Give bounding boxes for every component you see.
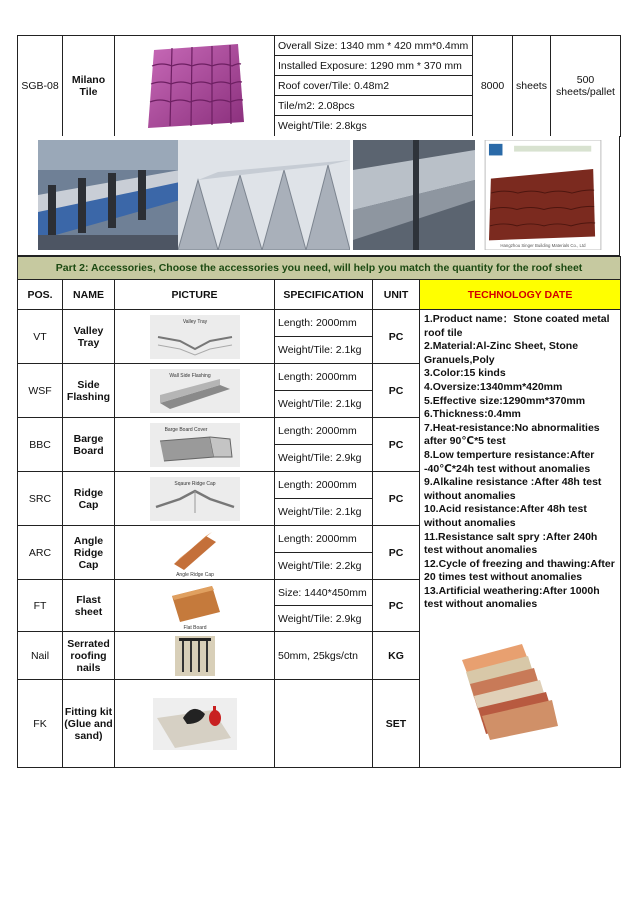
name-valley-tray: Valley Tray bbox=[63, 310, 115, 364]
picture-angle-ridge-cap bbox=[115, 526, 275, 580]
tech-line-9: 9.Alkaline resistance :After 48h test without anomalies bbox=[424, 476, 602, 502]
spec-vt-length: Length: 2000mm bbox=[275, 310, 373, 337]
product-unit: sheets bbox=[513, 36, 551, 137]
picture-fitting-kit bbox=[115, 680, 275, 768]
header-specification: SPECIFICATION bbox=[275, 280, 373, 310]
spec-nail: 50mm, 25kgs/ctn bbox=[275, 632, 373, 680]
spec-fk bbox=[275, 680, 373, 768]
ridge-cap-picture bbox=[150, 477, 240, 521]
unit-fk: SET bbox=[373, 680, 420, 768]
tech-line-1: 1.Product name：Stone coated metal roof tile bbox=[424, 313, 610, 339]
spec-installed-exposure: Installed Exposure: 1290 mm * 370 mm bbox=[275, 56, 473, 76]
side-flashing-picture bbox=[150, 369, 240, 413]
picture-ridge-cap bbox=[115, 472, 275, 526]
unit-ft: PC bbox=[373, 580, 420, 632]
name-side-flashing: Side Flashing bbox=[63, 364, 115, 418]
spec-bbc-length: Length: 2000mm bbox=[275, 418, 373, 445]
tech-line-6: 6.Thickness:0.4mm bbox=[424, 408, 521, 421]
picture-flat-sheet bbox=[115, 580, 275, 632]
barge-board-picture bbox=[150, 423, 240, 467]
factory-photo-strip bbox=[17, 136, 620, 256]
spec-arc-weight: Weight/Tile: 2.2kg bbox=[275, 553, 373, 580]
unit-wsf: PC bbox=[373, 364, 420, 418]
valley-tray-picture bbox=[150, 315, 240, 359]
flat-sheet-picture bbox=[160, 582, 230, 630]
name-angle-ridge-cap: Angle Ridge Cap bbox=[63, 526, 115, 580]
picture-side-flashing bbox=[115, 364, 275, 418]
pos-bbc: BBC bbox=[18, 418, 63, 472]
product-quantity: 8000 bbox=[473, 36, 513, 137]
roofing-nails-picture bbox=[175, 636, 215, 676]
angle-ridge-cap-label: Angle Ridge Cap bbox=[175, 571, 214, 578]
fitting-kit-picture bbox=[153, 698, 237, 750]
header-picture: PICTURE bbox=[115, 280, 275, 310]
name-flat-sheet: Flast sheet bbox=[63, 580, 115, 632]
milano-tile-picture bbox=[140, 42, 250, 130]
barge-board-label: Barge Board Cover bbox=[164, 426, 207, 433]
pos-nail: Nail bbox=[18, 632, 63, 680]
tech-line-4: 4.Oversize:1340mm*420mm bbox=[424, 380, 563, 393]
spec-src-length: Length: 2000mm bbox=[275, 472, 373, 499]
product-catalog-photo bbox=[483, 140, 603, 250]
ridge-cap-label: Sqaure Ridge Cap bbox=[173, 480, 216, 487]
tech-line-3: 3.Color:15 kinds bbox=[424, 367, 506, 380]
metal-sheets-stack-photo bbox=[353, 140, 475, 250]
unit-src: PC bbox=[373, 472, 420, 526]
unit-bbc: PC bbox=[373, 418, 420, 472]
angle-ridge-cap-picture bbox=[160, 528, 230, 578]
pos-src: SRC bbox=[18, 472, 63, 526]
spec-src-weight: Weight/Tile: 2.1kg bbox=[275, 499, 373, 526]
pos-ft: FT bbox=[18, 580, 63, 632]
corrugated-sheet-photo bbox=[178, 140, 350, 250]
spec-ft-size: Size: 1440*450mm bbox=[275, 580, 373, 606]
pos-vt: VT bbox=[18, 310, 63, 364]
tech-line-11: 11.Resistance salt spry :After 240h test without anomalies bbox=[424, 530, 598, 557]
name-ridge-cap: Ridge Cap bbox=[63, 472, 115, 526]
picture-barge-board bbox=[115, 418, 275, 472]
tech-line-7: 7.Heat-resistance:No abnormalities after 90℃*5 test bbox=[424, 421, 600, 448]
colored-tiles-picture bbox=[452, 640, 572, 740]
spec-weight: Weight/Tile: 2.8kgs bbox=[275, 116, 473, 137]
tech-line-8: 8.Low temperture resistance:After -40℃*24h test without anomalies bbox=[424, 448, 595, 475]
product-table bbox=[17, 35, 621, 137]
side-flashing-label: Wall Side Flashing bbox=[168, 372, 211, 379]
part2-title: Part 2: Accessories, Choose the accessories you need, will help you match the quantity for the roof sheet bbox=[18, 257, 621, 280]
header-technology: TECHNOLOGY DATE bbox=[420, 280, 621, 310]
catalog-caption: Hangzhou Singer Building Materials Co., Ltd bbox=[500, 243, 586, 249]
unit-vt: PC bbox=[373, 310, 420, 364]
tech-line-13: 13.Artificial weathering:After 1000h test without anomalies bbox=[424, 584, 600, 611]
tech-line-10: 10.Acid resistance:After 48h test without anomalies bbox=[424, 503, 587, 529]
header-name: NAME bbox=[63, 280, 115, 310]
pos-arc: ARC bbox=[18, 526, 63, 580]
spec-arc-length: Length: 2000mm bbox=[275, 526, 373, 553]
flat-sheet-label: Flat Board bbox=[182, 624, 207, 630]
unit-arc: PC bbox=[373, 526, 420, 580]
pos-fk: FK bbox=[18, 680, 63, 768]
spec-wsf-length: Length: 2000mm bbox=[275, 364, 373, 391]
name-barge-board: Barge Board bbox=[63, 418, 115, 472]
product-packing: 500 sheets/pallet bbox=[551, 36, 621, 137]
product-name: Milano Tile bbox=[63, 36, 115, 137]
product-code: SGB-08 bbox=[18, 36, 63, 137]
spec-roof-cover: Roof cover/Tile: 0.48m2 bbox=[275, 76, 473, 96]
name-fitting-kit: Fitting kit (Glue and sand) bbox=[63, 680, 115, 768]
spec-tile-per-m2: Tile/m2: 2.08pcs bbox=[275, 96, 473, 116]
spec-wsf-weight: Weight/Tile: 2.1kg bbox=[275, 391, 373, 418]
picture-valley-tray bbox=[115, 310, 275, 364]
valley-tray-label: Valley Tray bbox=[182, 318, 207, 325]
header-pos: POS. bbox=[18, 280, 63, 310]
pos-wsf: WSF bbox=[18, 364, 63, 418]
accessories-table bbox=[17, 256, 621, 768]
tech-line-12: 12.Cycle of freezing and thawing:After 20 times test without anomalies bbox=[424, 557, 615, 584]
product-tile-image bbox=[115, 36, 275, 137]
unit-nail: KG bbox=[373, 632, 420, 680]
tech-line-2: 2.Material:Al-Zinc Sheet, Stone Granuels,Poly bbox=[424, 340, 579, 366]
header-unit: UNIT bbox=[373, 280, 420, 310]
name-roofing-nails: Serrated roofing nails bbox=[63, 632, 115, 680]
spec-vt-weight: Weight/Tile: 2.1kg bbox=[275, 337, 373, 364]
technology-data bbox=[420, 310, 621, 768]
spec-bbc-weight: Weight/Tile: 2.9kg bbox=[275, 445, 373, 472]
tech-line-5: 5.Effective size:1290mm*370mm bbox=[424, 394, 586, 407]
picture-roofing-nails bbox=[115, 632, 275, 680]
spec-ft-weight: Weight/Tile: 2.9kg bbox=[275, 606, 373, 632]
roll-forming-machine-photo bbox=[38, 140, 180, 250]
spec-overall-size: Overall Size: 1340 mm * 420 mm*0.4mm bbox=[275, 36, 473, 56]
